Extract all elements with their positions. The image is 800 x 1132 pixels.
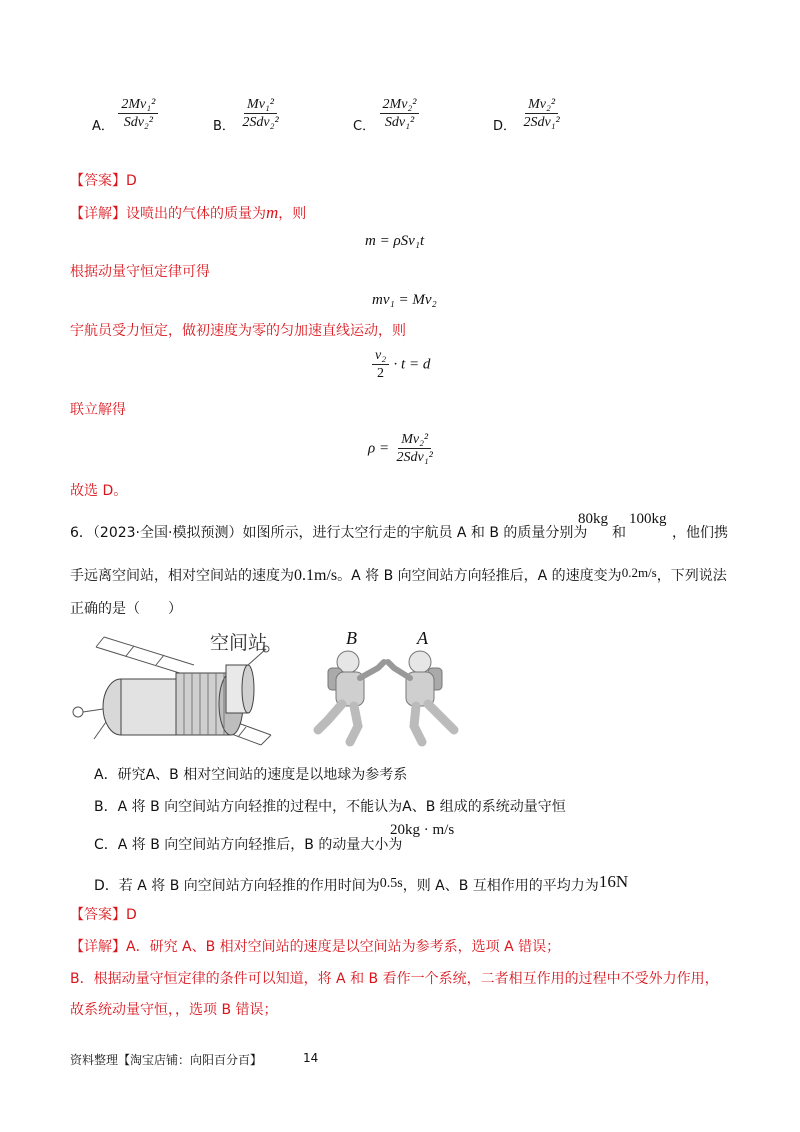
option-c-fraction: $\frac{\text{2Mv₂²}}{\text{Sdv₁²}}$: [380, 97, 420, 130]
equation-4: ρ = $\frac{\text{Mv₂²}}{\text{2Sdv₁²}}$: [368, 432, 436, 465]
answer-1-value: D: [126, 173, 137, 189]
astronauts-figure: [298, 648, 478, 748]
option-b-fraction: $\frac{\text{Mv₁²}}{\text{2Sdv₂²}}$: [242, 97, 279, 130]
new-velocity-a: 0.2m/s: [621, 565, 657, 580]
footer-text: 资料整理【淘宝店铺：向阳百分百】: [70, 1053, 263, 1067]
equation-4-fraction: $\frac{\text{Mv₂²}}{\text{2Sdv₁²}}$: [396, 432, 433, 465]
mass-variable: m: [266, 203, 279, 222]
astronaut-a-icon: [388, 651, 454, 742]
option-b: [213, 97, 282, 134]
choice-d-force: 16N: [598, 872, 629, 891]
detail-2-line1: 【详解】A．研究 A、B 相对空间站的速度是以空间站为参考系，选项 A 错误；: [70, 939, 561, 955]
answer-2-value: D: [126, 907, 137, 923]
mass-a-value: 80kg: [578, 511, 608, 527]
option-d-letter: D．: [493, 118, 517, 134]
choice-c-formula: 20kg · m/s: [390, 822, 455, 838]
astronaut-b-icon: [318, 651, 384, 742]
choice-c: C．A 将 B 向空间站方向轻推后，B 的动量大小为: [94, 837, 403, 853]
detail-2-label: 【详解】: [70, 939, 126, 955]
detail-2-line3: 故系统动量守恒，，选项 B 错误；: [70, 1002, 278, 1018]
equation-3-fraction: $\frac{\text{v₂}}{2}$: [372, 348, 389, 381]
answer-1-label: 【答案】: [70, 173, 126, 189]
option-a-fraction: $\frac{\text{2Mv₁²}}{\text{Sdv₂²}}$: [118, 97, 158, 130]
answer-2-label: 【答案】: [70, 907, 126, 923]
option-b-letter: B．: [213, 118, 235, 134]
detail-1-conclusion: 故选 D。: [70, 483, 128, 499]
question-6-and: 和: [612, 525, 626, 541]
relative-velocity: 0.1m/s: [294, 567, 338, 584]
answer-1: [70, 171, 137, 191]
equation-1: m = ρSv₁t: [365, 233, 425, 249]
choice-b: B．A 将 B 向空间站方向轻推的过程中，不能认为A、B 组成的系统动量守恒: [94, 799, 566, 815]
mass-b-value: 100kg: [629, 511, 667, 527]
detail-1-label: 【详解】: [70, 206, 126, 222]
option-c-letter: C．: [353, 118, 376, 134]
choice-d: D．若 A 将 B 向空间站方向轻推的作用时间为0.5s，则 A、B 互相作用的平均力为16N: [94, 872, 629, 894]
choice-d-time: 0.5s: [379, 876, 403, 891]
option-a: [92, 97, 158, 134]
astronaut-a-label: A: [417, 628, 428, 648]
detail-1-line4: 联立解得: [70, 402, 126, 418]
equation-3: $\frac{\text{v₂}}{2}$ · t = d: [372, 348, 430, 381]
equation-2: mv₁ = Mv₂: [372, 292, 437, 308]
option-d: [493, 97, 563, 134]
detail-2-line2: B．根据动量守恒定律的条件可以知道，将 A 和 B 看作一个系统，二者相互作用的过程中不受外力作用，: [70, 971, 719, 987]
option-d-fraction: $\frac{\text{Mv₂²}}{\text{2Sdv₁²}}$: [523, 97, 560, 130]
astronaut-b-label: B: [346, 628, 357, 648]
question-6-line1: 6．（2023·全国·模拟预测）如图所示，进行太空行走的宇航员 A 和 B 的质量分别为: [70, 525, 588, 541]
detail-1-line3: 宇航员受力恒定，做初速度为零的匀加速直线运动，则: [70, 323, 406, 339]
question-6-line3: 正确的是（ ）: [70, 601, 182, 617]
option-a-letter: A．: [92, 118, 114, 134]
question-6-text-b: ，他们携: [672, 525, 728, 541]
detail-1-intro: 【详解】设喷出的气体的质量为m，则: [70, 203, 307, 222]
space-station-label: 空间站: [210, 632, 268, 654]
question-6-number: 6．: [70, 525, 93, 541]
option-c: [353, 97, 419, 134]
page-number: 14: [303, 1051, 319, 1065]
question-6-line2: 手远离空间站，相对空间站的速度为0.1m/s。A 将 B 向空间站方向轻推后，A 的速度变为0.2m/s，下列说法: [70, 565, 727, 584]
choice-a: A．研究A、B 相对空间站的速度是以地球为参考系: [94, 767, 408, 783]
question-6-source: （2023·全国·模拟预测）: [92, 525, 243, 541]
answer-2: [70, 905, 137, 925]
detail-1-line2: 根据动量守恒定律可得: [70, 264, 210, 280]
